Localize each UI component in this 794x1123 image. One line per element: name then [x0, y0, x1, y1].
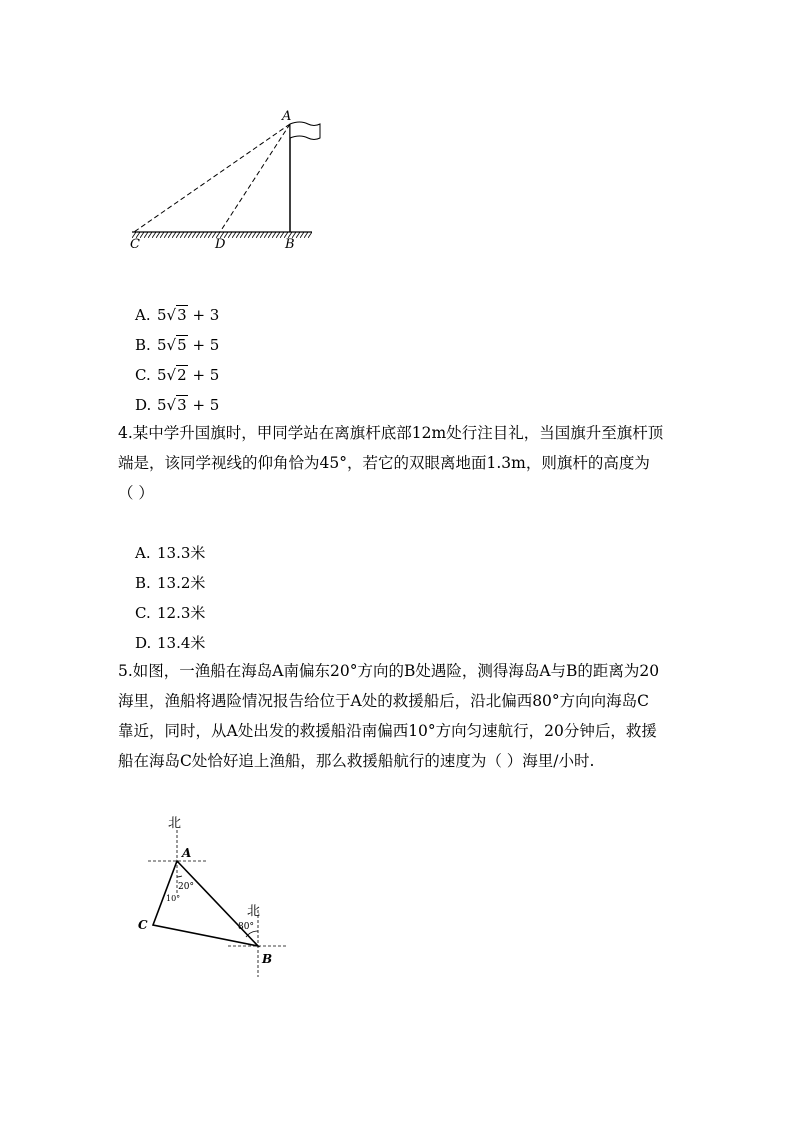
bearing-figure — [120, 805, 300, 985]
option-value: 13.4米 — [157, 634, 206, 652]
triangle-abc — [153, 861, 261, 946]
option-value: 13.3米 — [157, 544, 206, 562]
north-label-2: 北 — [247, 904, 261, 919]
q3-option — [135, 395, 219, 415]
sightline-ac — [134, 124, 290, 232]
q4-line3: （ ） — [118, 484, 154, 502]
question-4 — [118, 418, 678, 508]
q4-option — [135, 603, 205, 623]
option-rest: + 3 — [192, 306, 220, 324]
label-b: B — [285, 237, 295, 252]
option-label: C. — [135, 604, 151, 622]
label-a: A — [282, 109, 292, 124]
angle-arc-a — [177, 876, 182, 877]
angle-20-label: 20° — [178, 882, 194, 892]
sightline-ad — [220, 124, 290, 232]
q5-line3: 靠近，同时，从A处出发的救援船沿南偏西10°方向匀速航行，20分钟后，救援 — [118, 722, 657, 740]
sqrt-sign: √3 — [166, 396, 187, 414]
option-coef: 5 — [157, 306, 167, 324]
sqrt-sign: √2 — [166, 366, 187, 384]
north-label-1: 北 — [168, 816, 182, 831]
option-label: A. — [135, 544, 151, 562]
option-label: D. — [135, 634, 152, 652]
q4-line2: 端是，该同学视线的仰角恰为45°，若它的双眼离地面1.3m，则旗杆的高度为 — [118, 454, 650, 472]
flagpole-figure — [120, 100, 330, 260]
label-d: D — [215, 237, 226, 252]
option-radicand: 3 — [177, 396, 187, 414]
option-radicand: 2 — [177, 366, 187, 384]
option-value: 13.2米 — [157, 574, 206, 592]
option-label: A. — [135, 306, 151, 324]
label-a2: A — [182, 846, 192, 860]
q5-line1: 5.如图，一渔船在海岛A南偏东20°方向的B处遇险，测得海岛A与B的距离为20 — [118, 662, 660, 680]
option-rest: + 5 — [192, 366, 220, 384]
q4-option — [135, 573, 205, 593]
q5-line2: 海里，渔船将遇险情况报告给位于A处的救援船后，沿北偏西80°方向向海岛C — [118, 692, 650, 710]
question-5 — [118, 656, 678, 776]
flag — [290, 122, 320, 140]
angle-80-label: 80° — [238, 922, 254, 932]
q3-option — [135, 335, 219, 355]
option-coef: 5 — [157, 336, 167, 354]
q4-option — [135, 543, 205, 563]
option-value: 12.3米 — [157, 604, 206, 622]
label-c2: C — [138, 918, 148, 932]
q5-line4: 船在海岛C处恰好追上渔船，那么救援船航行的速度为（ ）海里/小时. — [118, 752, 595, 770]
option-coef: 5 — [157, 366, 167, 384]
option-label: D. — [135, 396, 152, 414]
option-label: C. — [135, 366, 151, 384]
q4-line1: 4.某中学升国旗时，甲同学站在离旗杆底部12m处行注目礼，当国旗升至旗杆顶 — [118, 424, 664, 442]
q4-option — [135, 633, 205, 653]
q3-option — [135, 365, 219, 385]
sqrt-sign: √5 — [166, 336, 187, 354]
option-radicand: 5 — [177, 336, 187, 354]
option-rest: + 5 — [192, 336, 220, 354]
option-rest: + 5 — [192, 396, 220, 414]
option-coef: 5 — [157, 396, 167, 414]
option-label: B. — [135, 574, 151, 592]
label-b2: B — [262, 952, 273, 966]
label-c: C — [130, 237, 140, 252]
angle-10-label: 10° — [166, 894, 181, 903]
q3-option — [135, 305, 219, 325]
sqrt-sign: √3 — [166, 306, 187, 324]
option-radicand: 3 — [177, 306, 187, 324]
option-label: B. — [135, 336, 151, 354]
